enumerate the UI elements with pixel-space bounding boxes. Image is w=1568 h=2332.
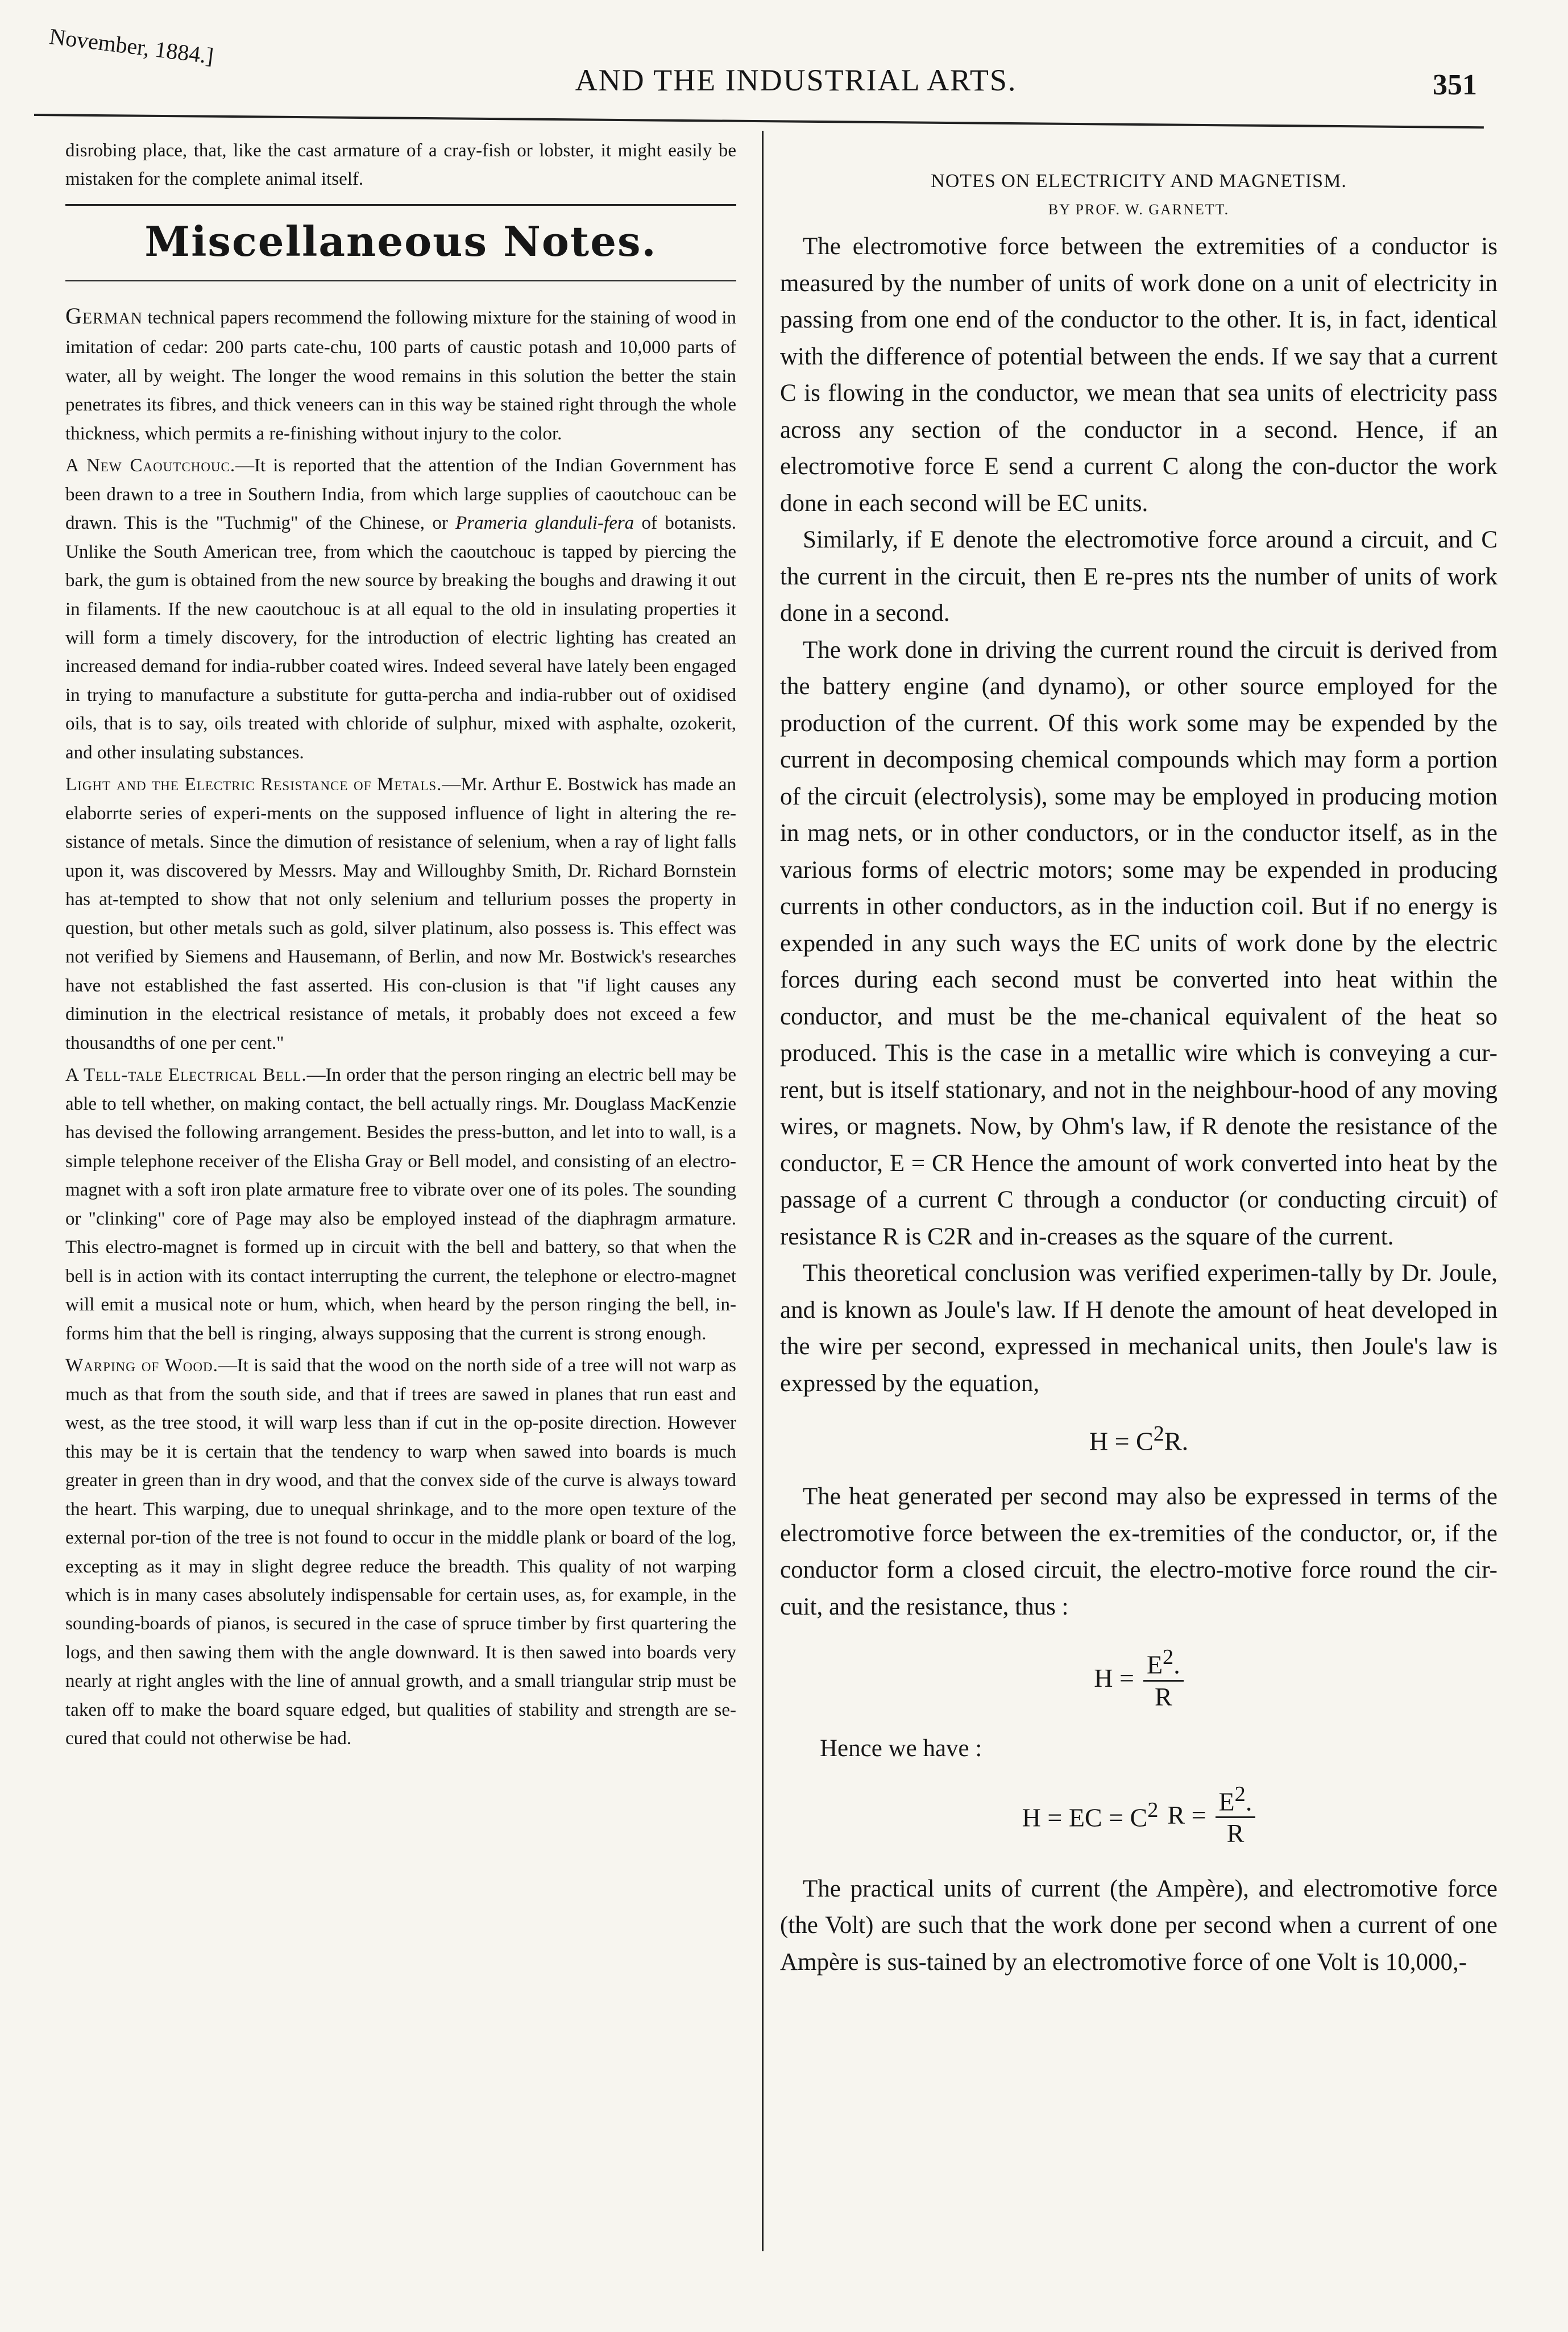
note-lead: German	[65, 302, 143, 329]
article-paragraph: The practical units of current (the Ampère), and electromotive force (the Volt) are such that the work done per second when a current of one Ampère is sus-tained by an electromotive force of one Volt is 10,000,-	[780, 1875, 1498, 1976]
article-paragraph: The work done in driving the current round the circuit is derived from the battery engine (and dynamo), or other source employed for the production of the current. Of this work some may be expended by the current in decomposing chemical compounds which may form a portion of the circuit (electrolysis), some may be employed in producing motion in mag nets, or in other conductors, or in the conductor itself, as in the various forms of electric motors; some may be expended in producing currents in other conductors, as in the induction coil. But if no energy is expended in any such ways the EC units of work done by the electric forces during each second must be converted into heat within the conductor, and must be the me-chanical equivalent of the heat so produced. This is the case in a metallic wire which is conveying a cur-rent, but is itself stationary, and not in the neighbour-hood of any moving wires, or magnets. Now, by Ohm's law, if R denote the resistance of the conductor, E = CR Hence the amount of work converted into heat by the passage of a current C through a conductor (or conducting circuit) of resistance R is C2R and in-creases as the square of the current.	[780, 636, 1498, 1250]
article-heading: NOTES ON ELECTRICITY AND MAGNETISM.	[931, 171, 1347, 192]
note-body: —It is said that the wood on the north side of a tree will not warp as much as that from the south side, and that if trees are sawed in planes that run east and west, as the tree stood, it will warp less than if cut in the op-posite direction. However this may be it is certain that the tendency to warp when sawed into boards is much greater in green than in dry wood, and that the convex side of the curve is always toward the heart. This warping, due to unequal shrinkage, and to the more open texture of the external por-tion of the tree is not found to occur in the middle plank or board of the log, excepting as it may in slight degree reduce the breadth. This quality of not warping which is in many cases absolutely indispensable for certain uses, as, for example, in the sounding-boards of pianos, is secured in the case of spruce timber by first quartering the logs, and then sawing them with the angle downward. It is then sawed into boards very nearly at right angles with the line of annual growth, and a small triangular strip must be taken off to make the board square edged, but qualities of stability and strength are se-cured that could not otherwise be had.	[65, 1355, 736, 1749]
note-warping-wood	[65, 1351, 736, 1753]
note-light-resistance	[65, 770, 736, 1057]
note-lead: Warping of Wood.	[65, 1355, 218, 1376]
note-body-continued: of botanists. Unlike the South American tree, from which the caoutchouc is tapped by piercing the bark, the gum is obtained from the new source by breaking the boughs and drawing it out in filaments. If the new caoutchouc is at all equal to the old in insulating properties it will form a timely discovery, for the introduction of electric lighting has created an increased demand for india-rubber coated wires. Indeed several have lately been engaged in trying to manufacture a substitute for gutta-percha and india-rubber out of oxidised oils, that is to say, oils treated with chloride of sulphur, mixed with asphalte, ozokerit, and other insulating substances.	[65, 513, 736, 763]
article-paragraph: Similarly, if E denote the electromotive force around a circuit, and C the current in the circuit, then E re-pres nts the number of units of work done in a second.	[780, 526, 1498, 626]
header-rule	[34, 114, 1484, 128]
issue-date: November, 1884.]	[48, 23, 215, 69]
article-paragraph: This theoretical conclusion was verified experimen-tally by Dr. Joule, and is known as Joule's law. If H denote the amount of heat developed in the wire per second, expressed in mechanical units, then Joule's law is expressed by the equation,	[780, 1260, 1498, 1397]
left-column	[65, 136, 736, 1757]
eq-part: H = C	[1089, 1426, 1154, 1456]
section-rule-top	[65, 204, 736, 206]
note-lead: A Tell-tale Electrical Bell.	[65, 1065, 307, 1086]
note-species-name: Prameria glanduli-fera	[455, 513, 634, 534]
article-paragraph: The heat generated per second may also be expressed in terms of the electromotive force between the ex-tremities of the conductor, or, if the conductor form a closed circuit, the electro-motive force round the cir-cuit, and the resistance, thus :	[780, 1483, 1498, 1620]
continuation-text: disrobing place, that, like the cast armature of a cray-fish or lobster, it might easily be mistaken for the complete animal itself.	[65, 140, 736, 190]
equation-combined	[780, 1782, 1498, 1848]
note-staining-wood	[65, 298, 736, 448]
note-body: —In order that the person ringing an electric bell may be able to tell whether, on making contact, the bell actually rings. Mr. Douglass MacKenzie has devised the following arrangement. Besides the press-button, and let into to wall, is a simple telephone receiver of the Elisha Gray or Bell model, and consisting of an electro-magnet with a soft iron plate armature free to vibrate over one of its poles. The sounding or "clinking" core of Page may also be employed instead of the diaphragm armature. This electro-magnet is formed up in circuit with the bell and battery, so that when the bell is in action with its contact interrupting the current, the telephone or electro-magnet will emit a musical note or hum, which, when heard by the person ringing the bell, in-forms him that the bell is ringing, always supposing that the current is strong enough.	[65, 1065, 736, 1344]
eq-lhs: H = EC = $C^2$	[1022, 1798, 1159, 1832]
note-lead: Light and the Electric Resistance of Metals.	[65, 774, 442, 795]
note-new-caoutchouc	[65, 451, 736, 767]
eq-numerator: $E^2$.	[1143, 1645, 1184, 1681]
eq-fraction	[1143, 1645, 1184, 1711]
section-heading: Miscellaneous Notes.	[144, 217, 657, 265]
eq-numerator: $E^2$.	[1216, 1782, 1256, 1818]
note-body: technical papers recommend the following mixture for the staining of wood in imitation of cedar: 200 parts cate-chu, 100 parts of caustic potash and 10,000 parts of water, all by weight. The longer the wood remains in this solution the better the stain penetrates its fibres, and thick veneers can in this way be stained right through the whole thickness, which permits a re-finishing without injury to the color.	[65, 307, 736, 444]
right-column	[780, 171, 1498, 1981]
eq-lhs: H =	[1094, 1663, 1134, 1693]
section-rule-bottom	[65, 280, 736, 281]
article-paragraph: The electromotive force between the extremities of a conductor is measured by the number of units of work done on a unit of electricity in passing from one end of the conductor to the other. It is, in fact, identical with the difference of potential between the ends. If we say that a current C is flowing in the conductor, we mean that sea units of electricity pass across any section of the conductor in a second. Hence, if an electromotive force E send a current C along the con-ductor the work done in each second will be EC units.	[780, 233, 1498, 517]
column-divider	[762, 131, 764, 2251]
equation-heat-emf	[780, 1645, 1498, 1711]
note-body: —Mr. Arthur E. Bostwick has made an elaborrte series of experi-ments on the supposed influence of light in altering the re-sistance of metals. Since the dimution of resistance of selenium, when a ray of light falls upon it, was discovered by Messrs. May and Willoughby Smith, Dr. Richard Bornstein has at-tempted to show that not only selenium and tellurium posses the property in question, but other metals such as gold, silver platinum, also possess is. This effect was not verified by Siemens and Hausemann, of Berlin, and now Mr. Bostwick's researches have not established the fast asserted. His con-clusion is that "if light causes any diminution in the electrical resistance of metals, it probably does not exceed a few thousandths of one per cent."	[65, 774, 736, 1053]
eq-part: R.	[1164, 1426, 1189, 1456]
equation-joules-law	[780, 1421, 1498, 1456]
note-lead: A New Caoutchouc.	[65, 455, 236, 476]
eq-denominator: R	[1226, 1818, 1245, 1848]
note-body: —It is reported that the attention of the Indian Government has been drawn to a tree in Southern India, from which large supplies of caoutchouc can be drawn. This is the "Tuchmig" of the Chinese, or	[65, 455, 736, 534]
hence-text: Hence we have :	[820, 1735, 982, 1762]
running-title: AND THE INDUSTRIAL ARTS.	[575, 63, 1017, 97]
eq-denominator: R	[1154, 1682, 1172, 1711]
article-byline: BY PROF. W. GARNETT.	[1048, 201, 1230, 218]
eq-exponent: 2	[1153, 1422, 1164, 1446]
page-number: 351	[1433, 69, 1477, 101]
note-tell-tale-bell	[65, 1061, 736, 1348]
eq-fraction	[1216, 1782, 1256, 1848]
eq-mid: R =	[1167, 1800, 1206, 1829]
